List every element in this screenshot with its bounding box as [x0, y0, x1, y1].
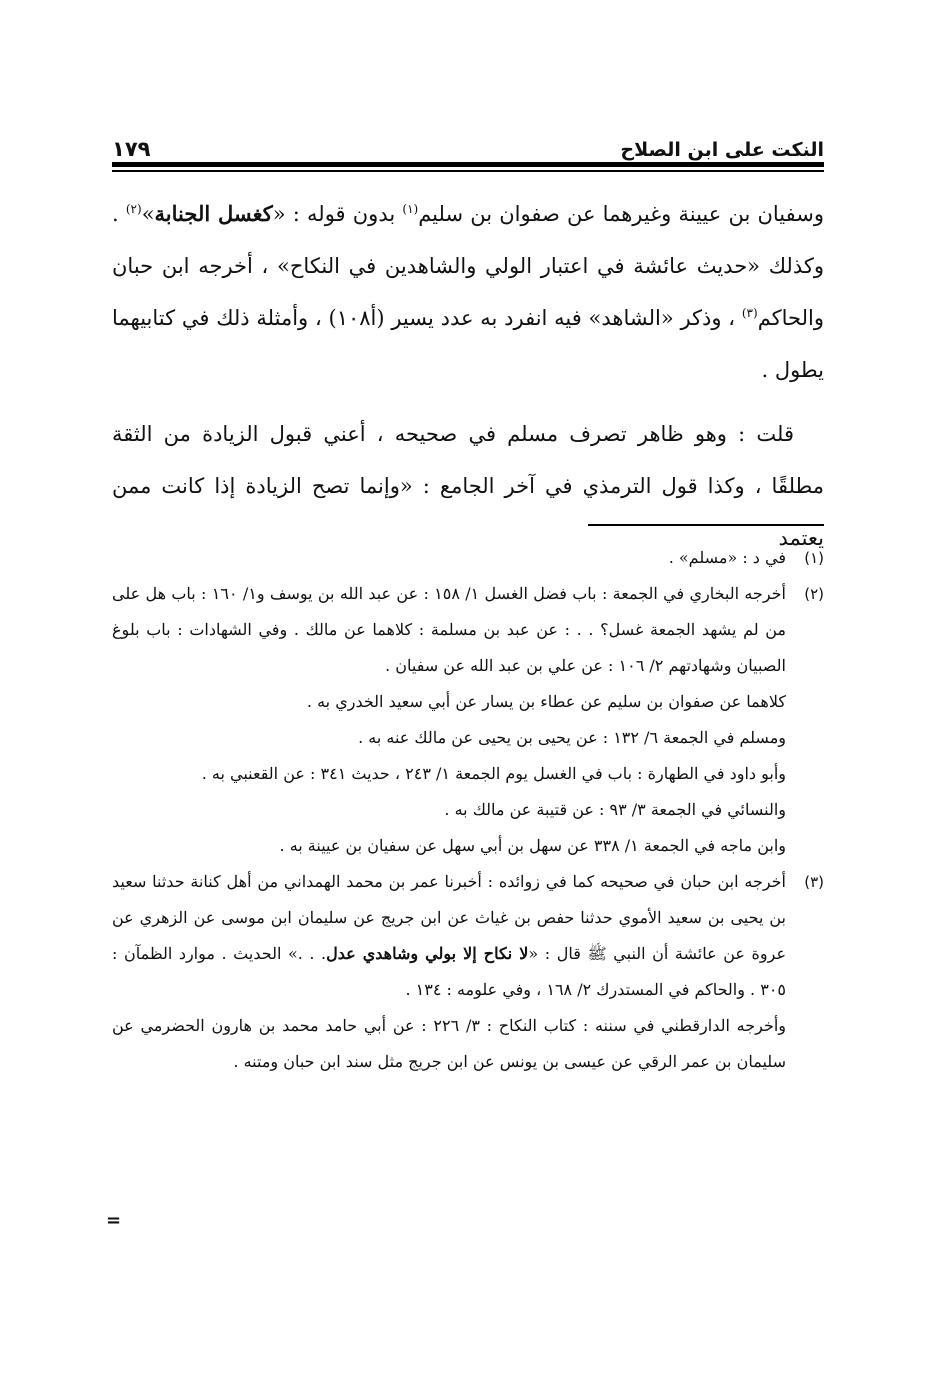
footnote-1: [112, 540, 824, 576]
footnote-line: ومسلم في الجمعة ٦/ ١٣٢ : عن يحيى بن يحيى عن مالك عنه به .: [358, 728, 786, 747]
footnote-ref-3: (٣): [741, 306, 758, 320]
paragraph-1: [112, 188, 824, 396]
text-run: بدون قوله : «: [272, 202, 403, 226]
footnote-line: والنسائي في الجمعة ٣/ ٩٣ : عن قتيبة عن مالك به .: [444, 800, 786, 819]
footnote-ref-1: (١): [402, 202, 419, 216]
header-rule-thick: [112, 162, 824, 167]
footnote-line: وابن ماجه في الجمعة ١/ ٣٣٨ عن سهل بن أبي سهل عن سفيان بن عيينة به .: [279, 836, 786, 855]
footnote-3-continuation: [112, 1008, 824, 1080]
footnote-text: [112, 864, 786, 1008]
footnote-separator: [588, 524, 824, 526]
footnotes: [112, 540, 824, 1080]
footnote-2: [112, 576, 824, 684]
footnote-text: في د : «مسلم» .: [668, 548, 786, 567]
text-run: . وكذلك «حديث عائشة في اعتبار الولي والشاهدين في النكاح» ، أخرجه ابن حبان والحاكم: [112, 202, 824, 330]
text-run: وسفيان بن عيينة وغيرهما عن صفوان بن سليم: [418, 202, 824, 226]
running-header: [112, 124, 824, 160]
footnote-line: وأخرجه الدارقطني في سننه : كتاب النكاح : ٣/ ٢٢٦ : عن أبي حامد محمد بن هارون الحضرمي عن سليمان بن عمر الرقي عن عيسى بن يونس عن ابن جريج مثل سند ابن حبان ومتنه .: [112, 1016, 787, 1071]
footnote-number: (١): [804, 549, 824, 567]
footnote-2-continuation: [112, 684, 824, 864]
footnote-3: [112, 864, 824, 1008]
page-number: ١٧٩: [112, 137, 151, 161]
hadith-quote: كغسل الجنابة: [154, 201, 273, 226]
paragraph-2: قلت : وهو ظاهر تصرف مسلم في صحيحه ، أعني قبول الزيادة من الثقة مطلقًا ، وكذا قول الترمذي في آخر الجامع : «وإنما تصح الزيادة إذا كانت ممن يعتمد: [112, 422, 824, 550]
text-run: ، وذكر «الشاهد» فيه انفرد به عدد يسير (أ١٠٨) ، وأمثلة ذلك في كتابيهما يطول .: [112, 306, 824, 382]
main-text: [112, 188, 824, 564]
text-run: »: [141, 202, 155, 226]
footnote-text: أخرجه البخاري في الجمعة : باب فضل الغسل ١/ ١٥٨ : عن عبد الله بن يوسف و١/ ١٦٠ : باب هل على من لم يشهد الجمعة غسل؟ . . : عن عبد بن مسلمة : كلاهما عن مالك . وفي الشهادات : باب بلوغ الصبيان وشهادتهم ٢/ ١٠٦ : عن علي بن عبد الله عن سفيان .: [112, 584, 787, 675]
footnote-line: وأبو داود في الطهارة : باب في الغسل يوم الجمعة ١/ ٢٤٣ ، حديث ٣٤١ : عن القعنبي به .: [201, 764, 786, 783]
footnote-number: (٣): [804, 873, 824, 891]
footnote-line: كلاهما عن صفوان بن سليم عن عطاء بن يسار عن أبي سعيد الخدري به .: [306, 692, 786, 711]
continuation-mark: =: [106, 1210, 122, 1231]
footnote-number: (٢): [804, 585, 824, 603]
hadith-quote: لا نكاح إلا بولي وشاهدي عدل: [326, 944, 529, 963]
running-title: النكت على ابن الصلاح: [620, 139, 824, 161]
text-run: أخرجه ابن حبان في صحيحه كما في زوائده : أخبرنا عمر بن محمد الهمداني من أهل كنانة حدثنا سعيد بن يحيى بن سعيد الأموي حدثنا حفص بن غياث عن ابن جريج عن سليمان ابن موسى عن الزهري عن عروة عن عائشة أن النبي ﷺ قال : «: [112, 872, 786, 963]
text-run: . . .» الحديث . موارد الظمآن : ٣٠٥ . والحاكم في المستدرك ٢/ ١٦٨ ، وفي علومه : ١٣٤ .: [112, 944, 786, 999]
footnote-ref-2: (٢): [125, 202, 142, 216]
header-rule-thin: [112, 170, 824, 172]
